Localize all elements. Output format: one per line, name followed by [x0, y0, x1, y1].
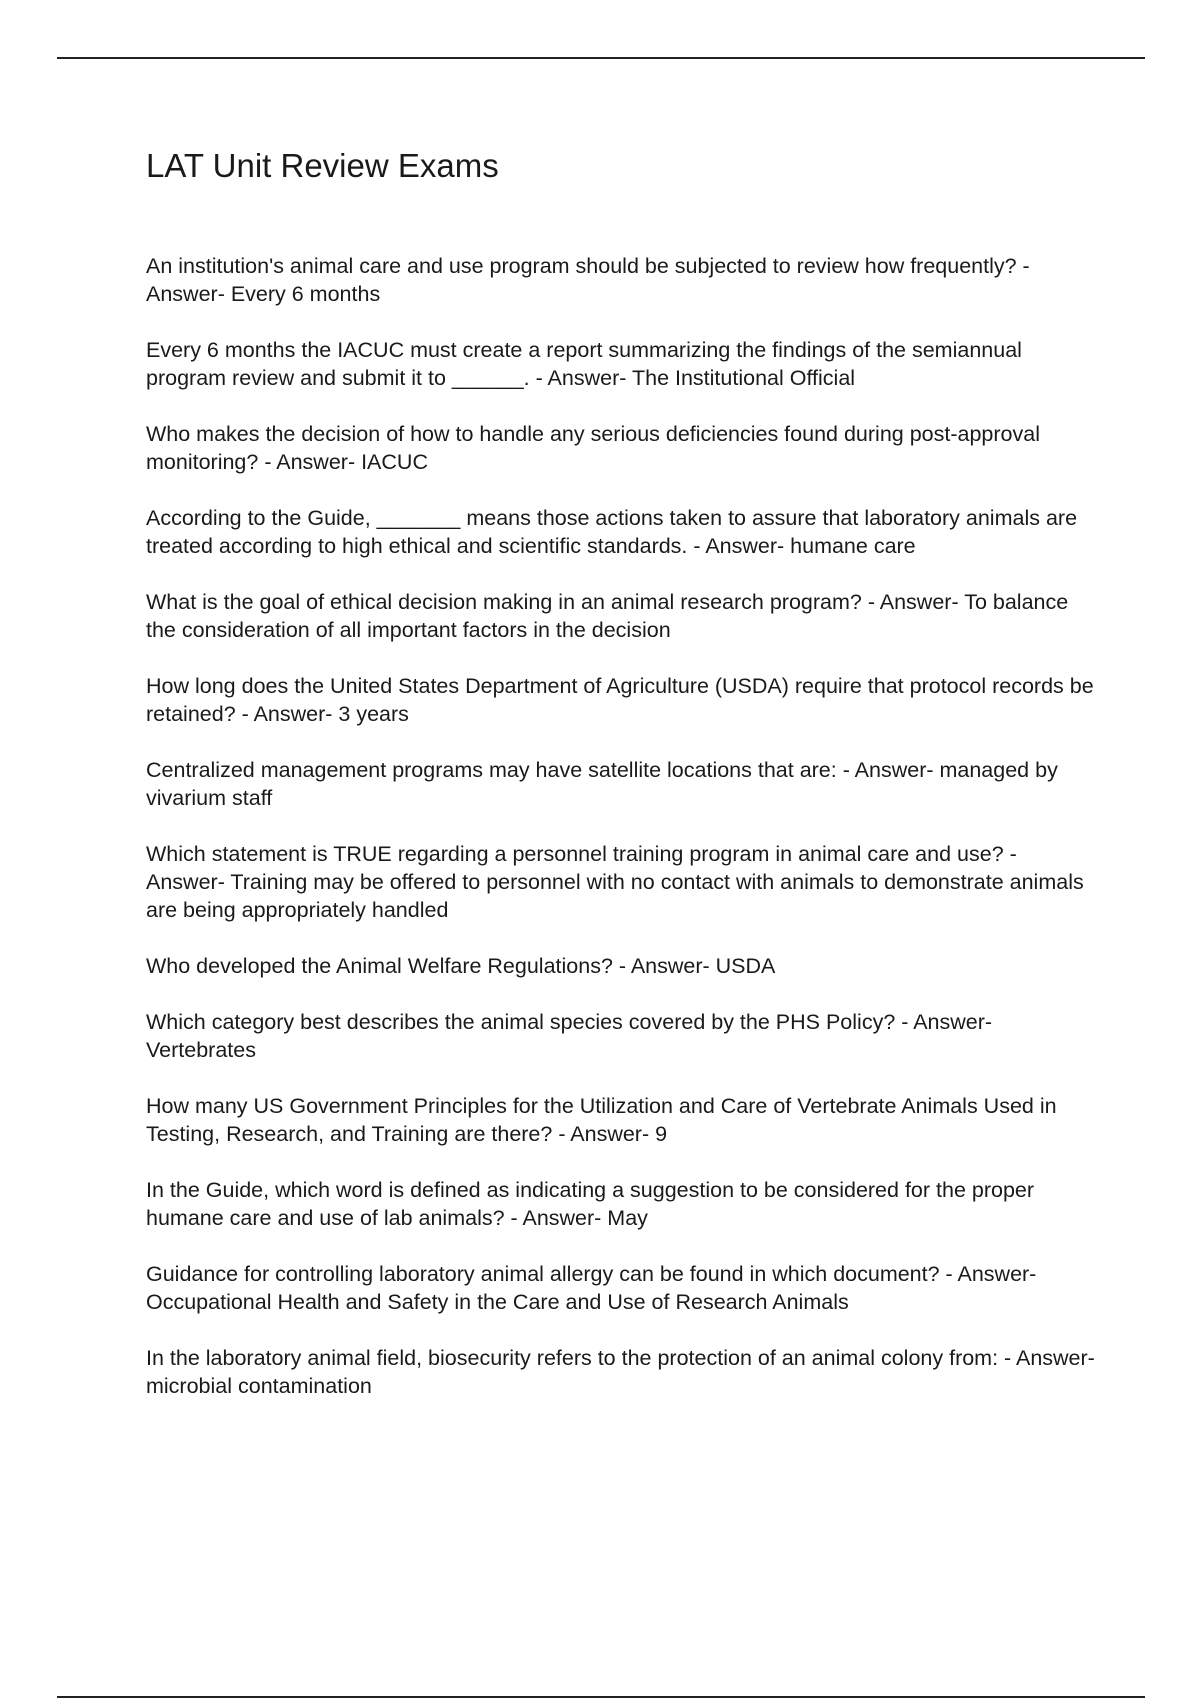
qa-item: In the laboratory animal field, biosecurity refers to the protection of an animal colony from: - Answer- microbial contamination: [146, 1346, 1095, 1398]
qa-item: How many US Government Principles for the Utilization and Care of Vertebrate Animals Used in Testing, Research, and Training are there? - Answer- 9: [146, 1094, 1057, 1146]
qa-item: Guidance for controlling laboratory animal allergy can be found in which document? - Answer- Occupational Health and Safety in the Care and Use of Research Animals: [146, 1262, 1037, 1314]
document-title: LAT Unit Review Exams: [146, 147, 499, 184]
page-content: [146, 140, 1096, 1428]
footer-rule: [57, 1696, 1145, 1698]
qa-item: What is the goal of ethical decision making in an animal research program? - Answer- To balance the consideration of all important factors in the decision: [146, 590, 1069, 642]
qa-item: An institution's animal care and use program should be subjected to review how frequently? - Answer- Every 6 months: [146, 254, 1030, 306]
header-rule: [57, 57, 1145, 59]
qa-list: [146, 252, 1096, 1400]
qa-item: Every 6 months the IACUC must create a report summarizing the findings of the semiannual program review and submit it to ______. - Answer- The Institutional Official: [146, 338, 1022, 390]
qa-item: According to the Guide, _______ means those actions taken to assure that laboratory animals are treated according to high ethical and scientific standards. - Answer- humane care: [146, 506, 1078, 558]
qa-item: Centralized management programs may have satellite locations that are: - Answer- managed by vivarium staff: [146, 758, 1058, 810]
qa-item: In the Guide, which word is defined as indicating a suggestion to be considered for the proper humane care and use of lab animals? - Answer- May: [146, 1178, 1035, 1230]
qa-item: How long does the United States Department of Agriculture (USDA) require that protocol records be retained? - Answer- 3 years: [146, 674, 1094, 726]
qa-item: Who developed the Animal Welfare Regulations? - Answer- USDA: [146, 954, 776, 978]
qa-item: Who makes the decision of how to handle any serious deficiencies found during post-approval monitoring? - Answer- IACUC: [146, 422, 1040, 474]
qa-item: Which statement is TRUE regarding a personnel training program in animal care and use? - Answer- Training may be offered to personnel with no contact with animals to demonstrate animals are being appropriately handled: [146, 842, 1084, 922]
qa-item: Which category best describes the animal species covered by the PHS Policy? - Answer- Vertebrates: [146, 1010, 993, 1062]
